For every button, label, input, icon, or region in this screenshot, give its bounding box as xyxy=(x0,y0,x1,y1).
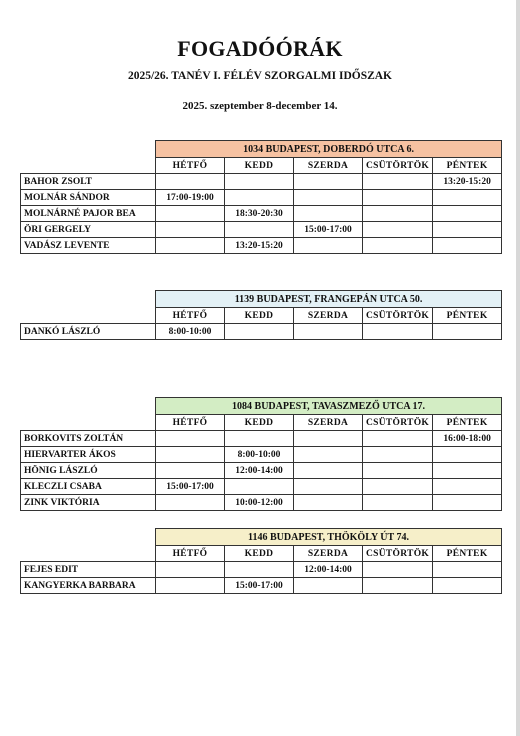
location-address: 1139 BUDAPEST, FRANGEPÁN UTCA 50. xyxy=(156,291,502,308)
time-slot xyxy=(156,238,225,254)
page-subtitle: 2025/26. TANÉV I. FÉLÉV SZORGALMI IDŐSZAK xyxy=(127,70,393,82)
table-row xyxy=(21,578,502,594)
time-slot xyxy=(433,479,502,495)
time-slot xyxy=(156,562,225,578)
location-address: 1146 BUDAPEST, THÖKÖLY ÚT 74. xyxy=(156,529,502,546)
teacher-name: HÖNIG LÁSZLÓ xyxy=(21,463,156,479)
time-slot xyxy=(225,479,294,495)
schedule-table-doberdo xyxy=(20,140,502,254)
page-title: FOGADÓÓRÁK xyxy=(177,36,343,61)
day-header-wednesday: SZERDA xyxy=(294,546,363,562)
time-slot xyxy=(433,206,502,222)
day-header-monday: HÉTFŐ xyxy=(156,415,225,431)
time-slot xyxy=(363,174,433,190)
time-slot xyxy=(156,578,225,594)
teacher-name: BORKOVITS ZOLTÁN xyxy=(21,431,156,447)
schedule-table-tavaszmezo xyxy=(20,397,502,511)
time-slot xyxy=(363,447,433,463)
table-row xyxy=(21,447,502,463)
time-slot: 13:20-15:20 xyxy=(225,238,294,254)
day-header-friday: PÉNTEK xyxy=(433,308,502,324)
time-slot xyxy=(433,495,502,511)
time-slot xyxy=(363,238,433,254)
time-slot xyxy=(363,463,433,479)
teacher-name: DANKÓ LÁSZLÓ xyxy=(21,324,156,340)
time-slot: 12:00-14:00 xyxy=(225,463,294,479)
schedule-table-thokoly xyxy=(20,528,502,594)
day-header-wednesday: SZERDA xyxy=(294,158,363,174)
table-row xyxy=(21,190,502,206)
time-slot xyxy=(363,324,433,340)
day-header-thursday: CSÜTÖRTÖK xyxy=(363,415,433,431)
teacher-name: BAHOR ZSOLT xyxy=(21,174,156,190)
time-slot: 15:00-17:00 xyxy=(225,578,294,594)
day-header-thursday: CSÜTÖRTÖK xyxy=(363,158,433,174)
time-slot xyxy=(433,190,502,206)
time-slot: 15:00-17:00 xyxy=(294,222,363,238)
time-slot xyxy=(363,495,433,511)
time-slot xyxy=(156,447,225,463)
time-slot xyxy=(363,206,433,222)
time-slot xyxy=(433,463,502,479)
table-row xyxy=(21,431,502,447)
time-slot xyxy=(156,206,225,222)
day-header-friday: PÉNTEK xyxy=(433,415,502,431)
teacher-name: MOLNÁR SÁNDOR xyxy=(21,190,156,206)
time-slot: 16:00-18:00 xyxy=(433,431,502,447)
time-slot xyxy=(363,190,433,206)
table-row xyxy=(21,174,502,190)
time-slot xyxy=(294,479,363,495)
teacher-name: VADÁSZ LEVENTE xyxy=(21,238,156,254)
time-slot xyxy=(156,463,225,479)
time-slot xyxy=(433,238,502,254)
day-header-tuesday: KEDD xyxy=(225,546,294,562)
time-slot xyxy=(294,495,363,511)
time-slot xyxy=(156,174,225,190)
table-row xyxy=(21,222,502,238)
time-slot xyxy=(294,190,363,206)
time-slot xyxy=(433,578,502,594)
time-slot xyxy=(294,174,363,190)
time-slot xyxy=(225,324,294,340)
time-slot xyxy=(363,562,433,578)
time-slot xyxy=(294,206,363,222)
table-row xyxy=(21,479,502,495)
day-header-monday: HÉTFŐ xyxy=(156,308,225,324)
table-row xyxy=(21,324,502,340)
time-slot: 12:00-14:00 xyxy=(294,562,363,578)
time-slot xyxy=(225,431,294,447)
day-header-friday: PÉNTEK xyxy=(433,158,502,174)
day-header-tuesday: KEDD xyxy=(225,158,294,174)
table-row xyxy=(21,495,502,511)
location-address: 1034 BUDAPEST, DOBERDÓ UTCA 6. xyxy=(156,141,502,158)
time-slot: 18:30-20:30 xyxy=(225,206,294,222)
teacher-name: KLECZLI CSABA xyxy=(21,479,156,495)
time-slot xyxy=(294,431,363,447)
teacher-name: HIERVARTER ÁKOS xyxy=(21,447,156,463)
day-header-wednesday: SZERDA xyxy=(294,415,363,431)
time-slot: 17:00-19:00 xyxy=(156,190,225,206)
time-slot xyxy=(294,447,363,463)
teacher-name: FEJES EDIT xyxy=(21,562,156,578)
time-slot xyxy=(363,479,433,495)
schedule-table-frangepan xyxy=(20,290,502,340)
day-header-wednesday: SZERDA xyxy=(294,308,363,324)
time-slot: 8:00-10:00 xyxy=(156,324,225,340)
time-slot xyxy=(156,431,225,447)
time-slot xyxy=(225,190,294,206)
day-header-thursday: CSÜTÖRTÖK xyxy=(363,546,433,562)
date-range: 2025. szeptember 8-december 14. xyxy=(182,100,338,112)
time-slot xyxy=(363,222,433,238)
day-header-thursday: CSÜTÖRTÖK xyxy=(363,308,433,324)
time-slot xyxy=(433,447,502,463)
teacher-name: KANGYERKA BARBARA xyxy=(21,578,156,594)
teacher-name: ÖRI GERGELY xyxy=(21,222,156,238)
location-address: 1084 BUDAPEST, TAVASZMEZŐ UTCA 17. xyxy=(156,398,502,415)
teacher-name: ZINK VIKTÓRIA xyxy=(21,495,156,511)
time-slot xyxy=(363,431,433,447)
time-slot xyxy=(433,324,502,340)
time-slot xyxy=(225,174,294,190)
time-slot xyxy=(433,562,502,578)
time-slot: 13:20-15:20 xyxy=(433,174,502,190)
time-slot: 8:00-10:00 xyxy=(225,447,294,463)
table-row xyxy=(21,463,502,479)
day-header-tuesday: KEDD xyxy=(225,308,294,324)
time-slot xyxy=(156,495,225,511)
time-slot: 10:00-12:00 xyxy=(225,495,294,511)
time-slot xyxy=(363,578,433,594)
time-slot xyxy=(294,238,363,254)
day-header-monday: HÉTFŐ xyxy=(156,158,225,174)
time-slot: 15:00-17:00 xyxy=(156,479,225,495)
time-slot xyxy=(294,324,363,340)
table-row xyxy=(21,206,502,222)
teacher-name: MOLNÁRNÉ PAJOR BEA xyxy=(21,206,156,222)
time-slot xyxy=(294,463,363,479)
table-row xyxy=(21,562,502,578)
time-slot xyxy=(225,562,294,578)
table-row xyxy=(21,238,502,254)
time-slot xyxy=(433,222,502,238)
day-header-friday: PÉNTEK xyxy=(433,546,502,562)
time-slot xyxy=(156,222,225,238)
time-slot xyxy=(225,222,294,238)
time-slot xyxy=(294,578,363,594)
day-header-monday: HÉTFŐ xyxy=(156,546,225,562)
day-header-tuesday: KEDD xyxy=(225,415,294,431)
